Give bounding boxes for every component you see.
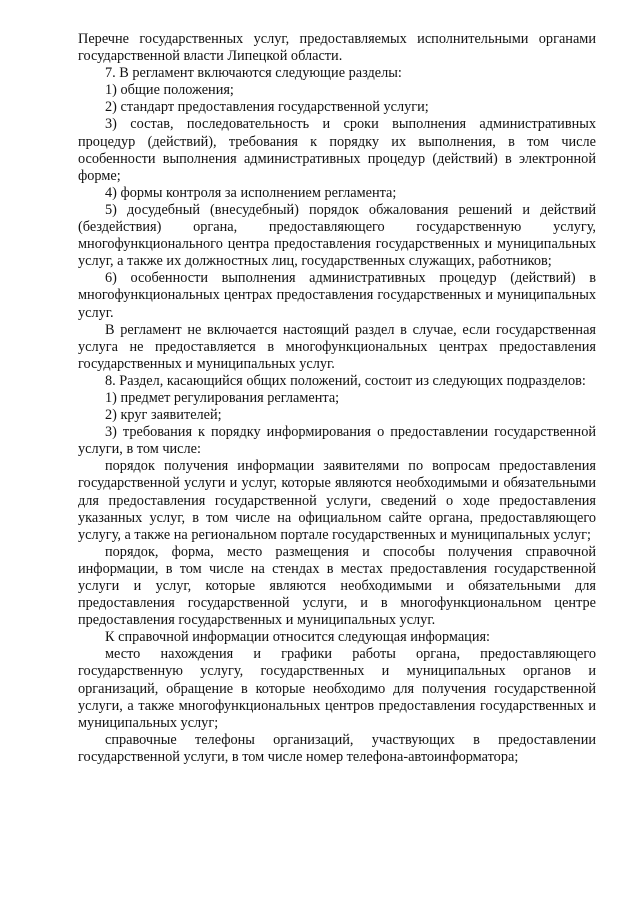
list-item-3: 3) состав, последовательность и сроки выполнения административных процедур (действий), требования к порядку их выполнения, в том числе особенности выполнения административных процедур (действий) в электронной форме;	[78, 116, 596, 184]
paragraph-reference-phones: справочные телефоны организаций, участвующих в предоставлении государственной услуги, в том числе номер телефона-автоинформатора;	[78, 731, 596, 765]
document-page	[78, 31, 596, 766]
subsection-item-2: 2) круг заявителей;	[105, 407, 222, 424]
paragraph-info-procedure: порядок получения информации заявителями по вопросам предоставления государственной услуги и услуг, которые являются необходимыми и обязательными для предоставления государственной услуги, сведений о ходе предоставления указанных услуг, в том числе на официальном сайте органа, предоставляющего услугу, а также на региональном портале государственных и муниципальных услуг;	[78, 458, 596, 543]
paragraph-section-8: 8. Раздел, касающийся общих положений, состоит из следующих подразделов:	[105, 372, 586, 389]
paragraph-location-schedules: место нахождения и графики работы органа, предоставляющего государственную услугу, государственных и муниципальных органов и организаций, обращение в которые необходимо для получения государственной услуги, а также многофункциональных центров предоставления государственных и муниципальных услуг;	[78, 646, 596, 731]
paragraph-exclusion-note: В регламент не включается настоящий раздел в случае, если государственная услуга не предоставляется в многофункциональных центрах предоставления государственных и муниципальных услуг.	[78, 321, 596, 372]
list-item-2: 2) стандарт предоставления государственной услуги;	[105, 99, 429, 116]
list-item-5: 5) досудебный (внесудебный) порядок обжалования решений и действий (бездействия) органа, предоставляющего государственную услугу, многофункционального центра предоставления государственных и муниципальных услуг, а также их должностных лиц, государственных служащих, работников;	[78, 201, 596, 270]
subsection-item-3: 3) требования к порядку информирования о предоставлении государственной услуги, в том числе:	[78, 424, 596, 458]
list-item-1: 1) общие положения;	[105, 82, 234, 99]
list-item-4: 4) формы контроля за исполнением регламента;	[105, 184, 397, 201]
paragraph-info-placement: порядок, форма, место размещения и способы получения справочной информации, в том числе на стендах в местах предоставления государственной услуги и услуг, которые являются необходимыми и обязательными для предоставления государственной услуги, и в многофункциональном центре предоставления государственных и муниципальных услуг.	[78, 543, 596, 629]
paragraph-reference-info: К справочной информации относится следующая информация:	[105, 629, 491, 646]
paragraph-continuation: Перечне государственных услуг, предоставляемых исполнительными органами государственной власти Липецкой области.	[78, 31, 596, 65]
subsection-item-1: 1) предмет регулирования регламента;	[105, 389, 340, 406]
paragraph-section-7: 7. В регламент включаются следующие разделы:	[105, 65, 402, 82]
list-item-6: 6) особенности выполнения административных процедур (действий) в многофункциональных центрах предоставления государственных и муниципальных услуг.	[78, 270, 596, 321]
